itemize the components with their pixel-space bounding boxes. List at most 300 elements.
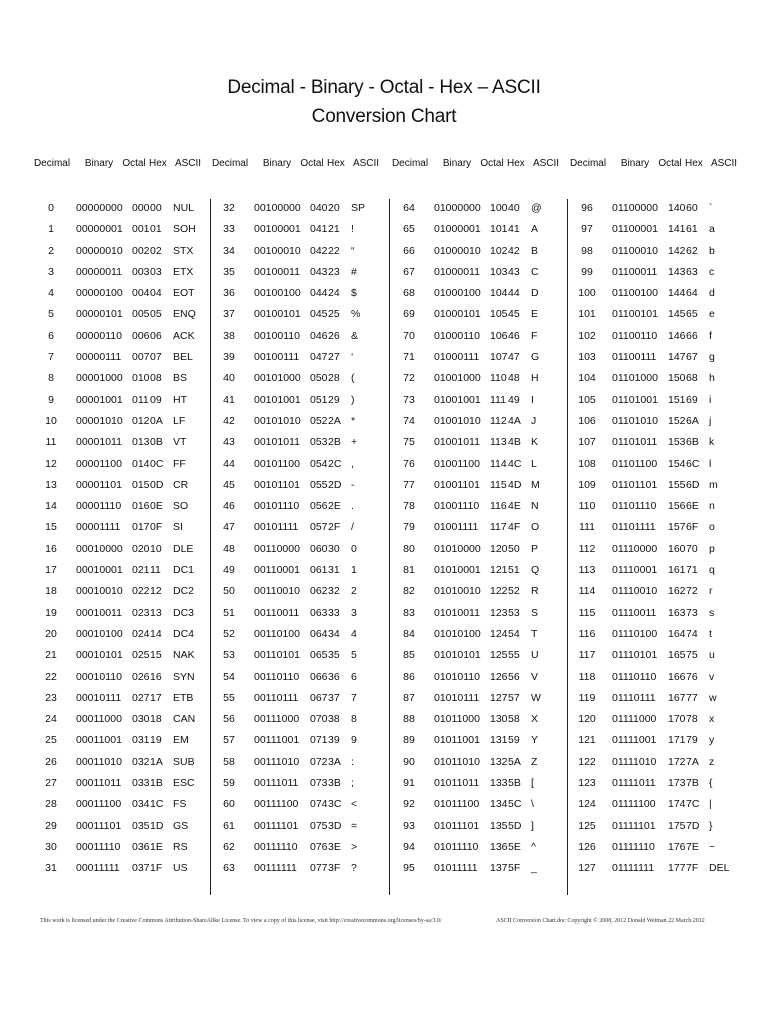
- cell-binary: 01000110: [434, 329, 480, 342]
- cell-decimal: 25: [45, 734, 57, 747]
- cell-ascii: l: [709, 457, 712, 470]
- cell-decimal: 18: [45, 585, 57, 598]
- cell-hex: 5F: [508, 862, 521, 875]
- cell-octal: 034: [132, 798, 150, 811]
- cell-ascii: HT: [173, 393, 187, 406]
- cell-octal: 101: [490, 223, 508, 236]
- cell-binary: 00001001: [76, 393, 123, 406]
- cell-binary: 01001101: [434, 478, 480, 491]
- cell-binary: 00111011: [254, 777, 299, 790]
- table-row: [30, 756, 208, 777]
- cell-hex: 7F: [686, 862, 699, 875]
- cell-hex: 12: [150, 585, 162, 598]
- cell-binary: 01100000: [612, 202, 658, 214]
- table-row: [30, 415, 208, 436]
- table-row: [208, 500, 386, 521]
- cell-decimal: 71: [403, 351, 415, 364]
- cell-decimal: 125: [578, 819, 596, 832]
- cell-octal: 153: [668, 436, 686, 449]
- cell-hex: 29: [328, 393, 340, 406]
- cell-binary: 00101111: [254, 521, 299, 534]
- cell-ascii: 7: [351, 691, 357, 704]
- table-row: [30, 266, 208, 287]
- cell-octal: 145: [668, 308, 686, 321]
- table-block: [566, 158, 744, 875]
- table-row: [208, 862, 386, 883]
- cell-hex: 05: [150, 308, 162, 321]
- cell-binary: 01101101: [612, 478, 658, 491]
- cell-decimal: 102: [578, 329, 596, 342]
- cell-decimal: 116: [578, 627, 596, 640]
- table-row: [566, 798, 744, 819]
- cell-octal: 133: [490, 777, 508, 790]
- cell-binary: 01001111: [434, 521, 479, 534]
- cell-decimal: 6: [48, 329, 54, 342]
- table-block: [208, 158, 386, 875]
- cell-binary: 01111111: [612, 862, 655, 875]
- cell-binary: 00011001: [76, 734, 122, 747]
- table-row: [388, 820, 566, 841]
- table-row: [208, 798, 386, 819]
- table-row: [30, 841, 208, 862]
- table-row: [566, 628, 744, 649]
- header-binary: Binary: [442, 158, 472, 169]
- cell-ascii: `: [709, 202, 713, 214]
- cell-binary: 00001100: [76, 457, 122, 470]
- cell-octal: 162: [668, 585, 686, 598]
- cell-hex: 19: [150, 734, 162, 747]
- cell-ascii: Z: [531, 755, 538, 768]
- cell-binary: 00110101: [254, 649, 300, 662]
- cell-decimal: 53: [223, 649, 235, 662]
- cell-binary: 00000110: [76, 329, 122, 342]
- cell-octal: 005: [132, 308, 150, 321]
- table-row: [208, 607, 386, 628]
- cell-binary: 00000101: [76, 308, 123, 321]
- cell-decimal: 45: [223, 478, 235, 491]
- cell-ascii: US: [173, 862, 188, 875]
- cell-hex: 5A: [508, 755, 521, 768]
- table-row: [388, 628, 566, 649]
- table-row: [566, 777, 744, 798]
- cell-decimal: 65: [403, 223, 415, 236]
- cell-ascii: LF: [173, 414, 186, 427]
- cell-octal: 107: [490, 351, 508, 364]
- cell-octal: 040: [310, 202, 328, 214]
- cell-hex: 38: [328, 713, 340, 726]
- table-row: [30, 798, 208, 819]
- table-row: [30, 734, 208, 755]
- cell-hex: 22: [328, 244, 340, 257]
- header-binary: Binary: [262, 158, 292, 169]
- table-row: [388, 521, 566, 542]
- table-row: [566, 394, 744, 415]
- column-divider: [567, 199, 568, 895]
- cell-ascii: i: [709, 393, 712, 406]
- cell-octal: 071: [310, 734, 328, 747]
- cell-hex: 49: [508, 393, 520, 406]
- table-row: [30, 330, 208, 351]
- cell-decimal: 58: [223, 755, 235, 768]
- cell-decimal: 59: [223, 777, 235, 790]
- cell-decimal: 100: [578, 287, 596, 300]
- document-info: ASCII Conversion Chart.doc Copyright © 2008, 2012 Donald Weiman 22 March 2012: [496, 918, 705, 924]
- cell-binary: 00110110: [254, 670, 300, 683]
- cell-octal: 020: [132, 542, 150, 555]
- cell-decimal: 96: [581, 202, 593, 214]
- cell-ascii: u: [709, 649, 715, 662]
- cell-hex: 46: [508, 329, 520, 342]
- cell-binary: 01010101: [434, 649, 481, 662]
- column-headers: [566, 158, 744, 172]
- cell-decimal: 81: [403, 564, 415, 577]
- header-decimal: Decimal: [33, 158, 71, 169]
- cell-binary: 00111101: [254, 819, 299, 832]
- table-row: [208, 351, 386, 372]
- cell-hex: 5D: [508, 819, 522, 832]
- cell-ascii: DLE: [173, 542, 194, 555]
- cell-hex: 4E: [508, 500, 521, 513]
- table-row: [566, 479, 744, 500]
- cell-binary: 00100101: [254, 308, 301, 321]
- table-row: [208, 436, 386, 457]
- cell-hex: 37: [328, 691, 340, 704]
- cell-octal: 051: [310, 393, 328, 406]
- cell-decimal: 126: [578, 840, 596, 853]
- cell-binary: 00111100: [254, 798, 299, 811]
- cell-hex: 79: [686, 734, 698, 747]
- chart-title: Decimal - Binary - Octal - Hex – ASCII: [227, 77, 541, 98]
- cell-ascii: [: [531, 777, 534, 790]
- table-row: [566, 649, 744, 670]
- cell-ascii: A: [531, 223, 539, 236]
- header-hex: Hex: [327, 158, 345, 169]
- cell-decimal: 60: [223, 798, 235, 811]
- cell-decimal: 120: [578, 713, 596, 726]
- column-headers: [208, 158, 386, 172]
- cell-octal: 134: [490, 798, 508, 811]
- cell-binary: 01000100: [434, 287, 481, 300]
- cell-octal: 055: [310, 478, 328, 491]
- cell-decimal: 54: [223, 670, 235, 683]
- cell-octal: 013: [132, 436, 150, 449]
- cell-ascii: ‘: [351, 351, 354, 364]
- cell-decimal: 122: [578, 755, 596, 768]
- cell-octal: 046: [310, 329, 328, 342]
- cell-hex: 0E: [150, 500, 163, 513]
- cell-hex: 1A: [150, 755, 163, 768]
- cell-hex: 59: [508, 734, 520, 747]
- cell-hex: 24: [328, 287, 340, 300]
- cell-octal: 156: [668, 500, 686, 513]
- header-binary: Binary: [84, 158, 114, 169]
- cell-binary: 01100001: [612, 223, 658, 236]
- cell-binary: 00101110: [254, 500, 300, 513]
- table-row: [208, 202, 386, 223]
- header-hex: Hex: [507, 158, 525, 169]
- cell-ascii: “: [351, 244, 355, 257]
- cell-hex: 0F: [150, 521, 163, 534]
- cell-decimal: 57: [223, 734, 235, 747]
- cell-octal: 131: [490, 734, 508, 747]
- cell-ascii: r: [709, 585, 713, 598]
- cell-binary: 01110001: [612, 564, 658, 577]
- table-row: [566, 436, 744, 457]
- table-row: [208, 564, 386, 585]
- cell-decimal: 32: [223, 202, 235, 214]
- cell-ascii: 2: [351, 585, 357, 598]
- table-row: [208, 713, 386, 734]
- cell-octal: 135: [490, 819, 508, 832]
- cell-ascii: M: [531, 478, 540, 491]
- cell-decimal: 38: [223, 329, 235, 342]
- cell-decimal: 23: [45, 691, 57, 704]
- cell-decimal: 89: [403, 734, 415, 747]
- cell-decimal: 3: [48, 265, 54, 278]
- cell-hex: 44: [508, 287, 520, 300]
- cell-binary: 00110011: [254, 606, 300, 619]
- cell-binary: 01000010: [434, 244, 481, 257]
- cell-octal: 022: [132, 585, 150, 598]
- cell-ascii: a: [709, 223, 715, 236]
- cell-hex: 6A: [686, 414, 699, 427]
- cell-ascii: \: [531, 798, 534, 811]
- cell-binary: 00101100: [254, 457, 300, 470]
- cell-hex: 78: [686, 713, 698, 726]
- cell-hex: 47: [508, 351, 520, 364]
- cell-hex: 36: [328, 670, 340, 683]
- cell-ascii: K: [531, 436, 539, 449]
- cell-decimal: 40: [223, 372, 235, 385]
- cell-ascii: f: [709, 329, 712, 342]
- cell-octal: 056: [310, 500, 328, 513]
- cell-hex: 2C: [328, 457, 342, 470]
- table-row: [566, 756, 744, 777]
- cell-ascii: N: [531, 500, 539, 513]
- table-row: [388, 692, 566, 713]
- cell-hex: 70: [686, 542, 698, 555]
- cell-decimal: 112: [578, 542, 596, 555]
- cell-ascii: E: [531, 308, 539, 321]
- table-row: [388, 543, 566, 564]
- cell-binary: 01011110: [434, 840, 479, 853]
- cell-decimal: 107: [578, 436, 596, 449]
- cell-octal: 026: [132, 670, 150, 683]
- table-row: [208, 458, 386, 479]
- table-row: [388, 734, 566, 755]
- cell-decimal: 9: [48, 393, 54, 406]
- cell-hex: 76: [686, 670, 698, 683]
- table-row: [566, 202, 744, 223]
- cell-decimal: 72: [403, 372, 415, 385]
- cell-decimal: 4: [48, 287, 54, 300]
- table-row: [30, 564, 208, 585]
- cell-ascii: =: [351, 819, 358, 832]
- cell-hex: 7C: [686, 798, 700, 811]
- cell-decimal: 0: [48, 202, 54, 214]
- cell-binary: 01100111: [612, 351, 657, 364]
- cell-binary: 01110010: [612, 585, 658, 598]
- cell-ascii: }: [709, 819, 713, 832]
- cell-binary: 01100011: [612, 265, 658, 278]
- table-row: [566, 266, 744, 287]
- cell-hex: 40: [508, 202, 520, 214]
- cell-octal: 142: [668, 244, 686, 257]
- table-row: [30, 692, 208, 713]
- cell-ascii: d: [709, 287, 715, 300]
- table-row: [388, 394, 566, 415]
- cell-hex: 58: [508, 713, 520, 726]
- cell-hex: 66: [686, 329, 698, 342]
- cell-hex: 52: [508, 585, 520, 598]
- cell-hex: 7B: [686, 777, 699, 790]
- table-row: [566, 713, 744, 734]
- cell-hex: 65: [686, 308, 698, 321]
- cell-octal: 006: [132, 329, 150, 342]
- cell-decimal: 30: [45, 840, 57, 853]
- cell-ascii: BEL: [173, 351, 193, 364]
- cell-decimal: 52: [223, 627, 235, 640]
- cell-decimal: 88: [403, 713, 415, 726]
- cell-binary: 01111001: [612, 734, 657, 747]
- cell-octal: 030: [132, 713, 150, 726]
- cell-decimal: 2: [48, 244, 54, 257]
- cell-decimal: 51: [223, 606, 235, 619]
- cell-hex: 16: [150, 670, 162, 683]
- cell-ascii: 0: [351, 542, 357, 555]
- header-ascii: ASCII: [710, 158, 738, 169]
- cell-ascii: SYN: [173, 670, 195, 683]
- cell-octal: 014: [132, 457, 150, 470]
- table-row: [388, 862, 566, 883]
- cell-hex: 33: [328, 606, 340, 619]
- cell-binary: 00101010: [254, 414, 301, 427]
- cell-ascii: t: [709, 627, 712, 640]
- cell-octal: 157: [668, 521, 686, 534]
- cell-binary: 01001100: [434, 457, 480, 470]
- cell-decimal: 99: [581, 265, 593, 278]
- cell-decimal: 62: [223, 840, 235, 853]
- cell-octal: 062: [310, 585, 328, 598]
- cell-hex: 23: [328, 265, 340, 278]
- cell-octal: 127: [490, 691, 508, 704]
- cell-binary: 01101100: [612, 457, 658, 470]
- cell-hex: 34: [328, 627, 340, 640]
- cell-binary: 01101111: [612, 521, 656, 534]
- table-row: [208, 543, 386, 564]
- table-row: [30, 820, 208, 841]
- cell-ascii: S: [531, 606, 539, 619]
- table-row: [566, 351, 744, 372]
- cell-hex: 03: [150, 265, 162, 278]
- table-row: [30, 671, 208, 692]
- cell-decimal: 43: [223, 436, 235, 449]
- cell-ascii: DC4: [173, 627, 195, 640]
- cell-decimal: 97: [581, 223, 593, 236]
- table-row: [388, 649, 566, 670]
- cell-ascii: $: [351, 287, 357, 300]
- cell-decimal: 127: [578, 862, 596, 875]
- cell-ascii: O: [531, 521, 540, 534]
- column-headers: [388, 158, 566, 172]
- cell-ascii: W: [531, 691, 541, 704]
- cell-octal: 007: [132, 351, 150, 364]
- header-octal: Octal: [122, 158, 146, 169]
- cell-decimal: 48: [223, 542, 235, 555]
- table-row: [388, 671, 566, 692]
- table-row: [30, 287, 208, 308]
- cell-ascii: DC2: [173, 585, 195, 598]
- table-row: [208, 308, 386, 329]
- cell-binary: 00101000: [254, 372, 301, 385]
- cell-binary: 00010001: [76, 564, 123, 577]
- cell-octal: 010: [132, 372, 150, 385]
- cell-binary: 00011101: [76, 819, 122, 832]
- cell-decimal: 19: [45, 606, 57, 619]
- cell-octal: 035: [132, 819, 150, 832]
- cell-binary: 01110011: [612, 606, 657, 619]
- cell-octal: 122: [490, 585, 508, 598]
- cell-binary: 01000011: [434, 265, 480, 278]
- table-block: [388, 158, 566, 875]
- cell-hex: 35: [328, 649, 340, 662]
- cell-binary: 01111000: [612, 713, 657, 726]
- cell-decimal: 16: [45, 542, 57, 555]
- cell-ascii: :: [351, 755, 354, 768]
- cell-ascii: BS: [173, 372, 188, 385]
- header-decimal: Decimal: [391, 158, 429, 169]
- cell-hex: 3F: [328, 862, 341, 875]
- cell-hex: 1F: [150, 862, 163, 875]
- cell-ascii: U: [531, 649, 539, 662]
- cell-ascii: v: [709, 670, 715, 683]
- cell-hex: 3B: [328, 777, 341, 790]
- cell-decimal: 56: [223, 713, 235, 726]
- cell-octal: 003: [132, 265, 150, 278]
- cell-hex: 7D: [686, 819, 700, 832]
- cell-binary: 00011011: [76, 777, 122, 790]
- cell-decimal: 109: [578, 478, 596, 491]
- cell-binary: 00001000: [76, 372, 123, 385]
- table-row: [566, 671, 744, 692]
- cell-binary: 01101110: [612, 500, 657, 513]
- table-row: [208, 777, 386, 798]
- table-row: [30, 862, 208, 883]
- cell-octal: 041: [310, 223, 328, 236]
- cell-ascii: {: [709, 777, 713, 790]
- cell-binary: 00010100: [76, 627, 123, 640]
- cell-binary: 01111100: [612, 798, 656, 811]
- cell-octal: 136: [490, 840, 508, 853]
- cell-decimal: 93: [403, 819, 415, 832]
- table-row: [30, 585, 208, 606]
- cell-hex: 62: [686, 244, 698, 257]
- cell-hex: 51: [508, 564, 520, 577]
- table-row: [388, 245, 566, 266]
- cell-octal: 120: [490, 542, 508, 555]
- cell-decimal: 63: [223, 862, 235, 875]
- cell-hex: 55: [508, 649, 520, 662]
- table-row: [388, 330, 566, 351]
- cell-ascii: L: [531, 457, 537, 470]
- cell-octal: 111: [490, 393, 506, 406]
- table-row: [30, 458, 208, 479]
- cell-hex: 08: [150, 372, 162, 385]
- cell-octal: 017: [132, 521, 150, 534]
- cell-ascii: ETX: [173, 265, 194, 278]
- table-row: [388, 585, 566, 606]
- cell-decimal: 22: [45, 670, 57, 683]
